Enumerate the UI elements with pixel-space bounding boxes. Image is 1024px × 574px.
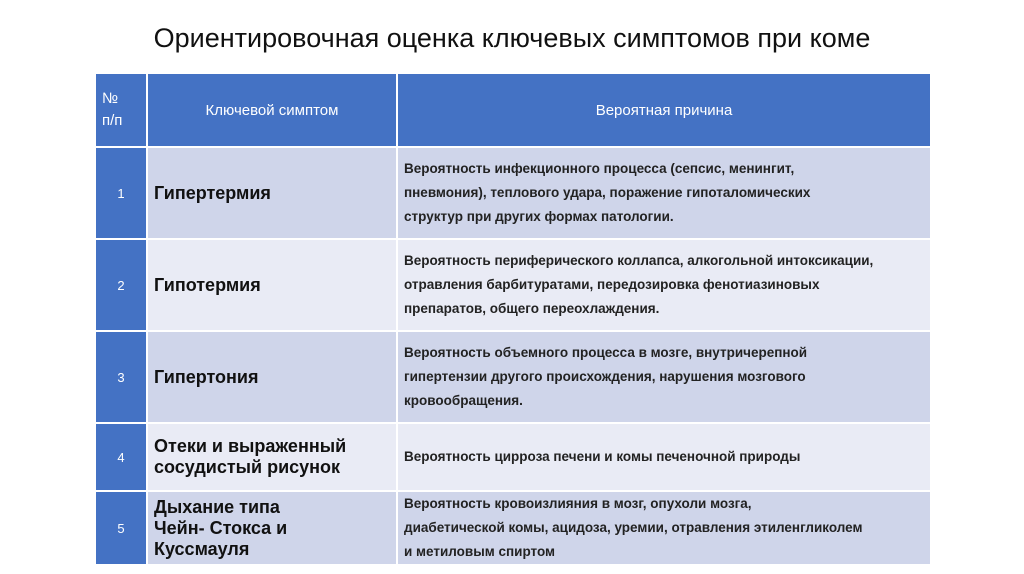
row-symptom [147,239,397,331]
cause-line: пневмония), теплового удара, поражение гипоталомических [404,185,811,200]
cause-line: Вероятность кровоизлияния в мозг, опухоли мозга, [404,496,752,511]
row-number: 4 [95,423,147,491]
row-cause [397,147,931,239]
cause-line: Вероятность цирроза печени и комы печеночной природы [404,449,801,464]
cause-line: Вероятность объемного процесса в мозге, внутричерепной [404,345,808,360]
row-cause [397,331,931,423]
table-row [95,491,931,565]
symptom-line: Чейн- Стокса и [154,517,288,538]
row-number: 3 [95,331,147,423]
symptom-line: сосудистый рисунок [154,457,341,477]
table-row [95,331,931,423]
symptom-line: Гипертермия [154,182,271,203]
symptom-line: Дыхание типа [154,496,280,517]
row-number: 1 [95,147,147,239]
symptom-line: Куссмауля [154,538,250,559]
cause-line: гипертензии другого происхождения, нарушения мозгового [404,369,806,384]
cause-line: Вероятность периферического коллапса, алкогольной интоксикации, [404,253,874,268]
table-row [95,147,931,239]
row-number: 5 [95,491,147,565]
cause-line: диабетической комы, ацидоза, уремии, отравления этиленгликолем [404,520,863,535]
row-cause [397,423,931,491]
row-symptom [147,331,397,423]
row-symptom [147,491,397,565]
row-cause [397,491,931,565]
row-symptom [147,147,397,239]
header-symptom: Ключевой симптом [147,73,397,147]
cause-line: кровообращения. [404,393,523,408]
slide-title: Ориентировочная оценка ключевых симптомов при коме [153,23,871,53]
symptom-line: Гипотермия [154,274,261,295]
table-row [95,239,931,331]
cause-line: отравления барбитуратами, передозировка фенотиазиновых [404,277,820,292]
header-number [95,73,147,147]
symptom-line: Гипертония [154,366,259,387]
cause-line: Вероятность инфекционного процесса (сепсис, менингит, [404,161,795,176]
row-symptom [147,423,397,491]
table-row [95,423,931,491]
cause-line: структур при других формах патологии. [404,209,674,224]
cause-line: препаратов, общего переохлаждения. [404,301,660,316]
symptoms-table [94,72,932,566]
header-number-line1: № [102,90,119,107]
header-number-line2: п/п [102,112,123,129]
cause-line: и метиловым спиртом [404,544,556,559]
table-header-row [95,73,931,147]
row-cause [397,239,931,331]
row-number: 2 [95,239,147,331]
symptom-line: Отеки и выраженный [154,436,347,456]
header-cause: Вероятная причина [397,73,931,147]
